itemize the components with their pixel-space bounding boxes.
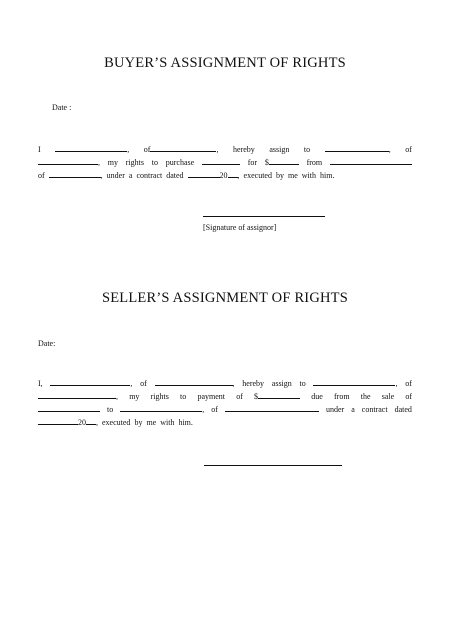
- word: contract: [361, 405, 388, 414]
- word: assign: [269, 145, 290, 154]
- blank-field: ,: [55, 142, 129, 156]
- word: I,: [38, 379, 43, 388]
- word: of ,: [144, 142, 219, 156]
- blank-field: ,: [38, 389, 118, 403]
- word: assign: [271, 379, 292, 388]
- word: to: [180, 392, 187, 401]
- word: by: [275, 171, 284, 180]
- seller-line-3: [38, 402, 412, 415]
- blank-field: ,: [50, 376, 132, 390]
- word: to: [107, 405, 114, 414]
- word: payment: [197, 392, 225, 401]
- buyer-signature-line: [203, 216, 325, 217]
- word: a: [351, 405, 355, 414]
- word: due: [311, 392, 323, 401]
- blank-field: 20 ,: [188, 168, 240, 182]
- word: him.: [320, 171, 335, 180]
- word: me: [146, 418, 157, 427]
- word: executed: [243, 171, 272, 180]
- word: with: [160, 418, 175, 427]
- word: him.: [178, 418, 193, 427]
- blank-field: ,: [313, 376, 397, 390]
- seller-line-1: [38, 376, 412, 389]
- seller-line-4: [38, 415, 412, 428]
- buyer-title: BUYER’S ASSIGNMENT OF RIGHTS: [104, 55, 346, 71]
- word: for: [247, 158, 258, 167]
- word: of: [405, 145, 412, 154]
- blank-field: [330, 155, 412, 169]
- blank-field: [202, 155, 240, 169]
- word: $: [265, 155, 299, 169]
- buyer-line-2: [38, 155, 412, 168]
- word: dated: [394, 405, 412, 414]
- word: with: [301, 171, 316, 180]
- word: from: [306, 158, 323, 167]
- word: under: [325, 405, 345, 414]
- buyer-line-1: [38, 142, 412, 155]
- buyer-date-label: Date :: [52, 103, 72, 112]
- seller-title: SELLER’S ASSIGNMENT OF RIGHTS: [101, 290, 349, 306]
- word: purchase: [165, 158, 195, 167]
- word: hereby: [242, 379, 265, 388]
- seller-date-label: Date:: [38, 339, 56, 348]
- word: a: [128, 171, 133, 180]
- word: of: [38, 171, 45, 180]
- word: my: [107, 158, 118, 167]
- word: $: [254, 389, 300, 403]
- word: by: [134, 418, 143, 427]
- seller-line-2: [38, 389, 412, 402]
- word: me: [287, 171, 298, 180]
- word: dated: [166, 171, 184, 180]
- word: to: [303, 145, 311, 154]
- blank-field: ,: [38, 155, 100, 169]
- word: to: [299, 379, 306, 388]
- buyer-paragraph: [38, 142, 412, 181]
- buyer-line-3: [38, 168, 412, 181]
- word: of: [211, 405, 218, 414]
- word: to: [151, 158, 158, 167]
- word: under: [106, 171, 125, 180]
- blank-field: ,: [155, 376, 235, 390]
- word: of: [405, 392, 412, 401]
- word: contract: [136, 171, 163, 180]
- buyer-signature-label: [Signature of assignor]: [203, 223, 277, 232]
- word: from: [333, 392, 350, 401]
- word: the: [360, 392, 371, 401]
- word: executed: [102, 418, 131, 427]
- word: of: [236, 392, 243, 401]
- blank-field: ,: [120, 402, 204, 416]
- blank-field: ,: [325, 142, 391, 156]
- blank-field: [225, 402, 319, 416]
- blank-field: 20 ,: [38, 415, 98, 429]
- seller-paragraph: [38, 376, 412, 428]
- blank-field: [38, 402, 100, 416]
- word: sale: [381, 392, 395, 401]
- word: rights: [125, 158, 144, 167]
- word: of: [140, 379, 147, 388]
- word: I: [38, 145, 41, 154]
- blank-field: ,: [49, 168, 103, 182]
- seller-signature-line: [204, 465, 342, 466]
- word: rights: [150, 392, 169, 401]
- word: hereby: [233, 145, 255, 154]
- word: my: [129, 392, 140, 401]
- word: of: [405, 379, 412, 388]
